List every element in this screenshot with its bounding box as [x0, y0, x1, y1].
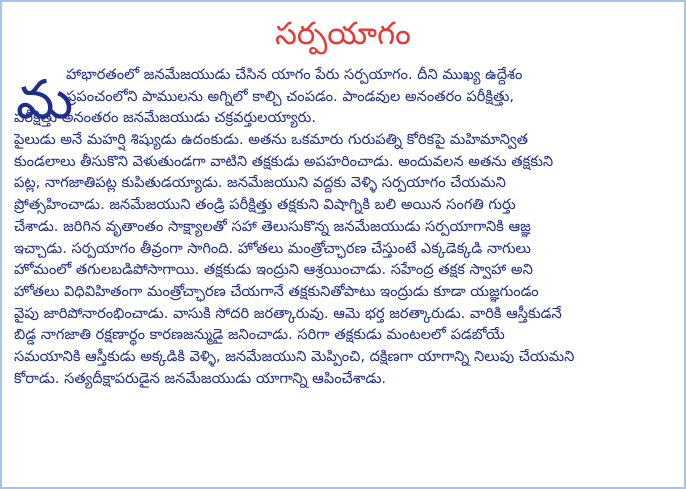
text-line: పరీక్షిత్తు అనంతరం జనమేజయుడు చక్రవర్తులయ్యారు.: [14, 109, 316, 127]
text-line: వైపు జారిపోనారంభించాడు. వాసుకి సోదరి జరత్కారువు. ఆమె భర్త జరత్కారుడు. వారికి ఆస్తీకుడనే: [14, 304, 562, 322]
drop-cap: మ: [16, 68, 74, 131]
article-body: [14, 64, 678, 389]
text-line: కోరాడు. సత్యదీక్షాపరుడైన జనమేజయుడు యాగాన్ని ఆపించేశాడు.: [14, 369, 387, 387]
text-line: పైలుడు అనే మహర్షి శిష్యుడు ఉదంకుడు. అతను ఒకమారు గురుపత్ని కోరికపై మహిమాన్విత: [14, 131, 528, 149]
text-line: ఇచ్చాడు. సర్పయాగం తీవ్రంగా సాగింది. హోతలు మంత్రోచ్ఛారణ చేస్తుంటే ఎక్కడెక్కడి నాగులు: [14, 239, 531, 257]
text-line: ప్రపంచంలోని పాములను అగ్నిలో కాల్చి చంపడం. పాండవుల అనంతరం పరీక్షిత్తు,: [66, 87, 515, 105]
text-line: హోతలు విధివిహితంగా మంత్రోచ్ఛారణ చేయగానే తక్షకునితోపాటు ఇంద్రుడు కూడా యజ్ఞగుండం: [14, 282, 539, 300]
page-title: సర్పయాగం: [275, 16, 411, 52]
text-line: బిడ్డ నాగజాతి రక్షణార్థం కారణజన్ముడై జనించాడు. సరిగా తక్షకుడు మంటలలో పడబోయే: [14, 326, 505, 344]
text-line: హోమంలో తగులబడిపోసాగాయి. తక్షకుడు ఇంద్రుని ఆశ్రయించాడు. సహేంద్ర తక్షక స్వాహా అని: [14, 261, 533, 279]
text-line: కుండలాలు తీసుకొని వెళుతుండగా వాటిని తక్షకుడు అపహరించాడు. అందువలన అతను తక్షకుని: [14, 152, 554, 170]
text-line: పట్ల, నాగజాతిపట్ల కుపితుడయ్యాడు. జనమేజయుని వద్దకు వెళ్ళి సర్పయాగం చేయమని: [14, 174, 506, 192]
text-line: ప్రోత్సహించాడు. జనమేజయుని తండ్రి పరీక్షిత్తు తక్షకుని విషాగ్నికి బలి అయిన సంగతి గుర్తు: [14, 196, 516, 214]
text-line: సమయానికి ఆస్తీకుడు అక్కడికి వెళ్ళి, జనమేజయుని మెప్పించి, దక్షిణగా యాగాన్ని నిలుపు చేయమని: [14, 347, 575, 365]
text-line: హాభారతంలో జనమేజయుడు చేసిన యాగం పేరు సర్పయాగం. దీని ముఖ్య ఉద్దేశం: [66, 66, 523, 83]
text-line: చేశాడు. జరిగిన వృతాంతం సాక్ష్యాలతో సహా తెలుసుకొన్న జనమేజయుడు సర్పయాగానికి ఆజ్ఞ: [14, 217, 531, 235]
